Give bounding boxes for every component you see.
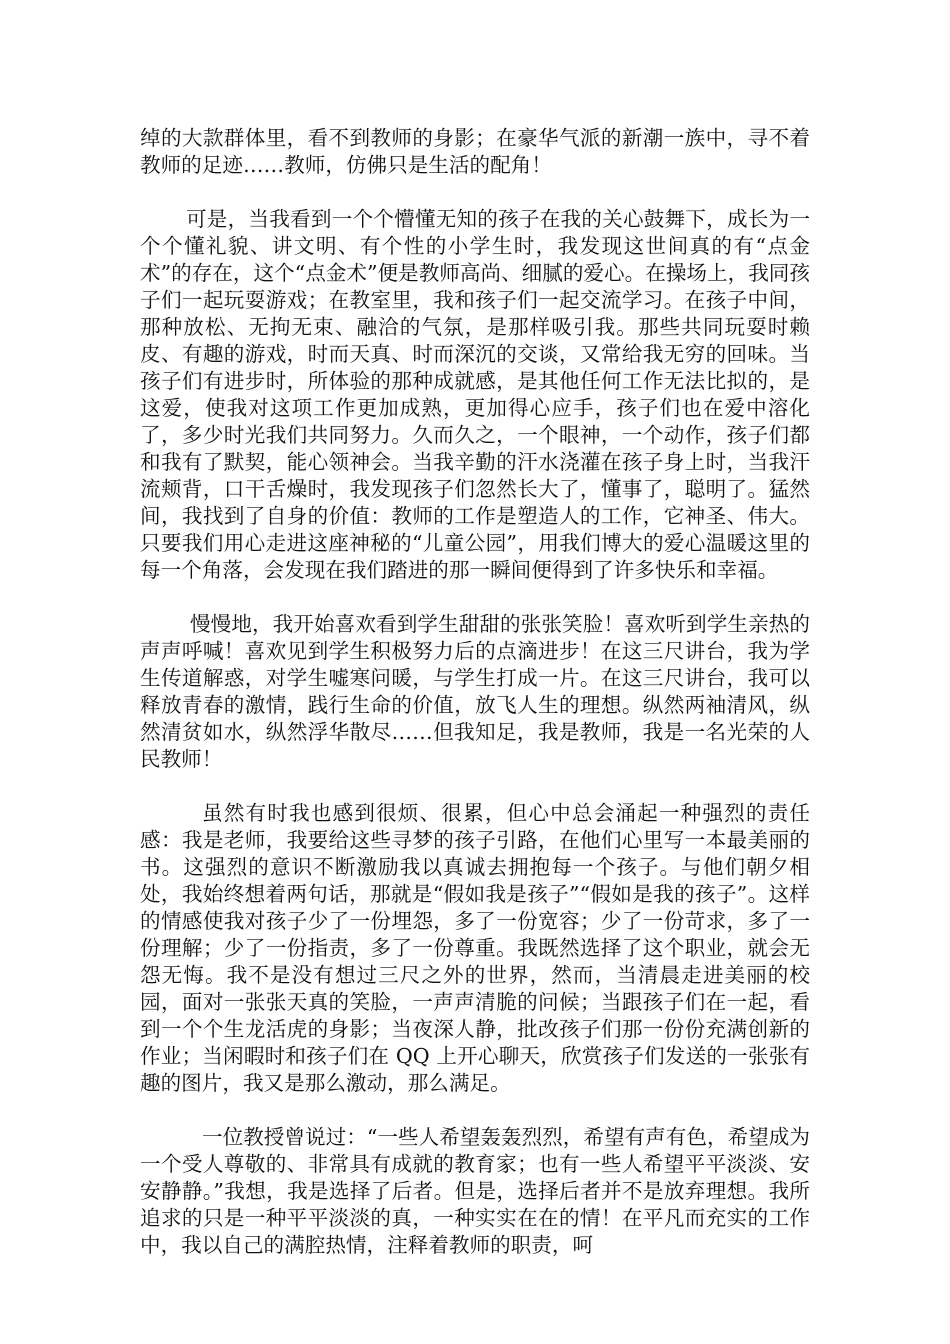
paragraph-professor-quote: 一位教授曾说过：“一些人希望轰轰烈烈，希望有声有色，希望成为一个受人尊敬的、非常具有成就的教育家；也有一些人希望平平淡淡、安安静静。”我想，我是选择了后者。但是，选择后者并不是放弃理想。我所追求的只是一种平平淡淡的真，一种实实在在的情！在平凡而充实的工作中，我以自己的满腔热情，注释着教师的职责，呵: [140, 1125, 810, 1257]
paragraph-responsibility: 虽然有时我也感到很烦、很累，但心中总会涌起一种强烈的责任感：我是老师，我要给这些寻梦的孩子引路，在他们心里写一本最美丽的书。这强烈的意识不断激励我以真诚去拥抱每一个孩子。与他们朝夕相处，我始终想着两句话，那就是“假如我是孩子”“假如是我的孩子”。这样的情感使我对孩子少了一份埋怨，多了一份宽容；少了一份苛求，多了一份理解；少了一份指责，多了一份尊重。我既然选择了这个职业，就会无怨无悔。我不是没有想过三尺之外的世界，然而，当清晨走进美丽的校园，面对一张张天真的笑脸，一声声清脆的问候；当跟孩子们在一起，看到一个个生龙活虎的身影；当夜深人静，批改孩子们那一份份充满创新的作业；当闲暇时和孩子们在 QQ 上开心聊天，欣赏孩子们发送的一张张有趣的图片，我又是那么激动，那么满足。: [140, 801, 810, 1095]
document-page: [140, 125, 810, 1259]
paragraph-continuation: 绰的大款群体里，看不到教师的身影；在豪华气派的新潮一族中，寻不着教师的足迹……教师，仿佛只是生活的配角！: [140, 126, 810, 177]
paragraph-golden-touch: 可是，当我看到一个个懵懂无知的孩子在我的关心鼓舞下，成长为一个个懂礼貌、讲文明、有个性的小学生时，我发现这世间真的有“点金术”的存在，这个“点金术”便是教师高尚、细腻的爱心。在操场上，我同孩子们一起玩耍游戏；在教室里，我和孩子们一起交流学习。在孩子中间，那种放松、无拘无束、融洽的气氛，是那样吸引我。那些共同玩耍时赖皮、有趣的游戏，时而天真、时而深沉的交谈，又常给我无穷的回味。当孩子们有进步时，所体验的那种成就感，是其他任何工作无法比拟的，是这爱，使我对这项工作更加成熟，更加得心应手，孩子们也在爱中溶化了，多少时光我们共同努力。久而久之，一个眼神，一个动作，孩子们都和我有了默契，能心领神会。当我辛勤的汗水浇灌在孩子身上时，当我汗流颊背，口干舌燥时，我发现孩子们忽然长大了，懂事了，聪明了。猛然间，我找到了自身的价值：教师的工作是塑造人的工作，它神圣、伟大。只要我们用心走进这座神秘的“儿童公园”，用我们博大的爱心温暖这里的每一个角落，会发现在我们踏进的那一瞬间便得到了许多快乐和幸福。: [140, 207, 810, 582]
paragraph-three-foot-podium: 慢慢地，我开始喜欢看到学生甜甜的张张笑脸！喜欢听到学生亲热的声声呼喊！喜欢见到学生积极努力后的点滴进步！在这三尺讲台，我为学生传道解惑，对学生嘘寒问暖，与学生打成一片。在这三尺讲台，我可以释放青春的激情，践行生命的价值，放飞人生的理想。纵然两袖清风，纵然清贫如水，纵然浮华散尽……但我知足，我是教师，我是一名光荣的人民教师！: [140, 612, 810, 771]
